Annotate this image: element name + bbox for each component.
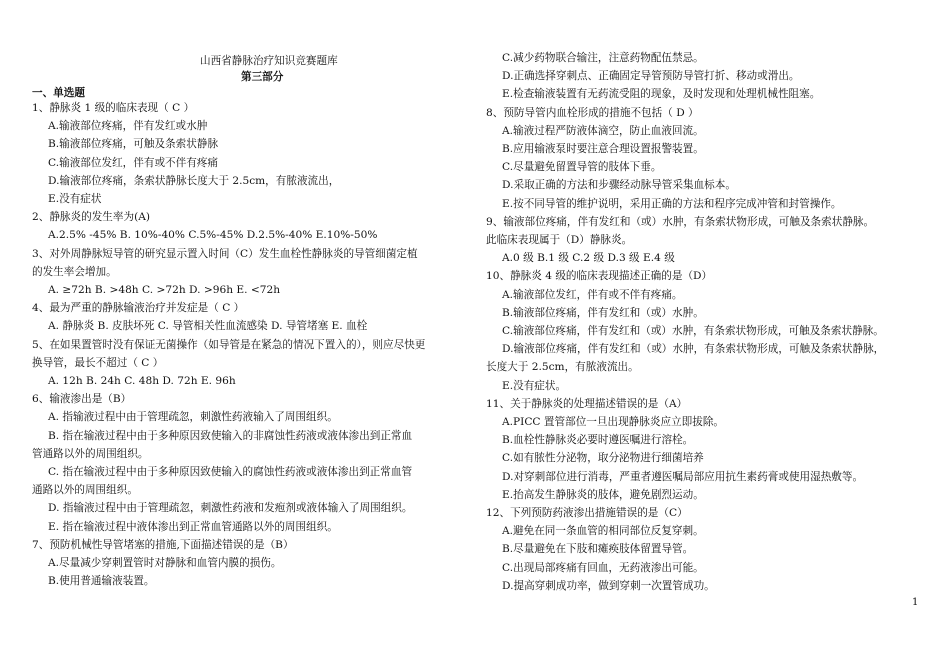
text-line: B.输液部位疼痛，可触及条索状静脉: [48, 138, 219, 151]
text-line: A.输液部位疼痛，伴有发红或水肿: [48, 120, 208, 133]
page-title: 山西省静脉治疗知识竞赛题库: [200, 55, 338, 67]
text-line: E.没有症状。: [502, 379, 567, 392]
section-subtitle: 第三部分: [241, 71, 284, 83]
text-line: B.尽量避免在下肢和瘫痪肢体留置导管。: [502, 543, 694, 556]
text-line: 通路以外的周围组织。: [32, 484, 138, 497]
text-line: 5、在如果置管时没有保证无菌操作（如导管是在紧急的情况下置入的），则应尽快更: [32, 338, 426, 351]
text-line: D.提高穿刺成功率，做到穿刺一次置管成功。: [502, 579, 715, 592]
text-line: 6、输液渗出是（B）: [32, 393, 132, 406]
text-line: D.正确选择穿刺点、正确固定导管预防导管打折、移动或滑出。: [502, 70, 800, 83]
text-line: C.出现局部疼痛有回血，无药液渗出可能。: [502, 561, 704, 574]
text-line: D.对穿刺部位进行消毒，严重者遵医嘱局部应用抗生素药膏或使用湿热敷等。: [502, 470, 864, 483]
text-line: B.血栓性静脉炎必要时遵医嘱进行溶栓。: [502, 434, 694, 447]
text-line: A. 12h B. 24h C. 48h D. 72h E. 96h: [48, 375, 236, 387]
text-line: A.0 级 B.1 级 C.2 级 D.3 级 E.4 级: [502, 252, 675, 265]
text-line: 12、下列预防药液渗出措施错误的是（C）: [486, 507, 688, 519]
text-line: D. 指输液过程中由于管理疏忽，刺激性药液和发疱剂或液体输入了周围组织。: [48, 502, 413, 515]
text-line: 1、静脉炎 1 级的临床表现（ C ）: [32, 102, 195, 114]
text-line: D.输液部位疼痛，条索状静脉长度大于 2.5cm，有脓液流出，: [48, 174, 340, 187]
text-line: E.抬高发生静脉炎的肢体，避免剧烈运动。: [502, 488, 704, 501]
text-line: A.输液过程严防液体滴空，防止血液回流。: [502, 124, 704, 137]
text-line: B.应用输液泵时要注意合理设置报警装置。: [502, 143, 704, 155]
text-line: A.2.5% -45% B. 10%-40% C.5%-45% D.2.5%-40% E.10%-50%: [48, 229, 378, 242]
text-line: C.输液部位发红，伴有或不伴有疼痛: [48, 156, 219, 169]
text-line: 4、最为严重的静脉输液治疗并发症是（ C ）: [32, 302, 245, 315]
text-line: D.输液部位疼痛，伴有发红和（或）水肿，有条索状物形成，可触及条索状静脉，: [502, 343, 885, 356]
text-line: 换导管，最长不超过（ C ）: [32, 356, 164, 369]
text-line: A.PICC 置管部位一旦出现静脉炎应立即拔除。: [502, 416, 725, 428]
text-line: B.使用普通输液装置。: [48, 575, 155, 588]
text-line: 长度大于 2.5cm，有脓液流出。: [486, 361, 639, 374]
text-line: 的发生率会增加。: [32, 265, 117, 278]
text-line: 8、预防导管内血栓形成的措施不包括（ D ）: [486, 106, 699, 119]
text-line: A. ≥72h B. >48h C. >72h D. >96h E. <72h: [48, 284, 281, 296]
text-line: 3、对外周静脉短导管的研究显示置入时间（C）发生血栓性静脉炎的导管细菌定植: [32, 247, 418, 260]
text-line: B.输液部位疼痛，伴有发红和（或）水肿。: [502, 306, 704, 319]
text-line: C.减少药物联合输注，注意药物配伍禁忌。: [502, 52, 704, 64]
text-line: A.尽量减少穿刺置管时对静脉和血管内膜的损伤。: [48, 557, 282, 569]
text-line: E.没有症状: [48, 193, 102, 205]
text-line: A.输液部位发红，伴有或不伴有疼痛。: [502, 288, 683, 301]
text-line: C. 指在输液过程中由于多种原因致使输入的腐蚀性药液或液体渗出到正常血管: [48, 466, 413, 478]
text-line: 2、静脉炎的发生率为(A): [32, 211, 150, 224]
text-line: A. 静脉炎 B. 皮肤坏死 C. 导管相关性血流感染 D. 导管堵塞 E. 血栓: [48, 320, 368, 333]
text-line: C.如有脓性分泌物，取分泌物进行细菌培养: [502, 452, 704, 465]
text-line: E.检查输液装置有无药流受阻的现象，及时发现和处理机械性阻塞。: [502, 88, 821, 101]
text-line: B. 指在输液过程中由于多种原因致使输入的非腐蚀性药液或液体渗出到正常血: [48, 429, 413, 442]
text-line: C.尽量避免留置导管的肢体下垂。: [502, 161, 662, 174]
text-line: 此临床表现属于（D）静脉炎。: [486, 234, 633, 246]
text-line: C.输液部位疼痛，伴有发红和（或）水肿，有条索状物形成，可触及条索状静脉。: [502, 325, 884, 337]
text-line: 7、预防机械性导管堵塞的措施,下面描述错误的是（B）: [32, 538, 294, 551]
section-heading: 一、单选题: [32, 87, 85, 99]
page-number: 1: [912, 597, 919, 608]
text-line: E.按不同导管的维护说明，采用正确的方法和程序完成冲管和封管操作。: [502, 197, 842, 210]
text-line: E. 指在输液过程中液体渗出到正常血管通路以外的周围组织。: [48, 520, 338, 533]
text-line: 11、关于静脉炎的处理描述错误的是（A）: [486, 397, 688, 410]
text-line: 9、输液部位疼痛，伴有发红和（或）水肿，有条索状物形成，可触及条索状静脉。: [486, 215, 875, 228]
text-line: 10、静脉炎 4 级的临床表现描述正确的是（D）: [486, 270, 713, 283]
text-line: A. 指输液过程中由于管理疏忽，刺激性药液输入了周围组织。: [48, 411, 338, 424]
text-line: A.避免在同一条血管的相同部位反复穿刺。: [502, 525, 704, 538]
text-line: D.采取正确的方法和步骤经动脉导管采集血标本。: [502, 179, 736, 192]
text-line: 管通路以外的周围组织。: [32, 447, 149, 460]
